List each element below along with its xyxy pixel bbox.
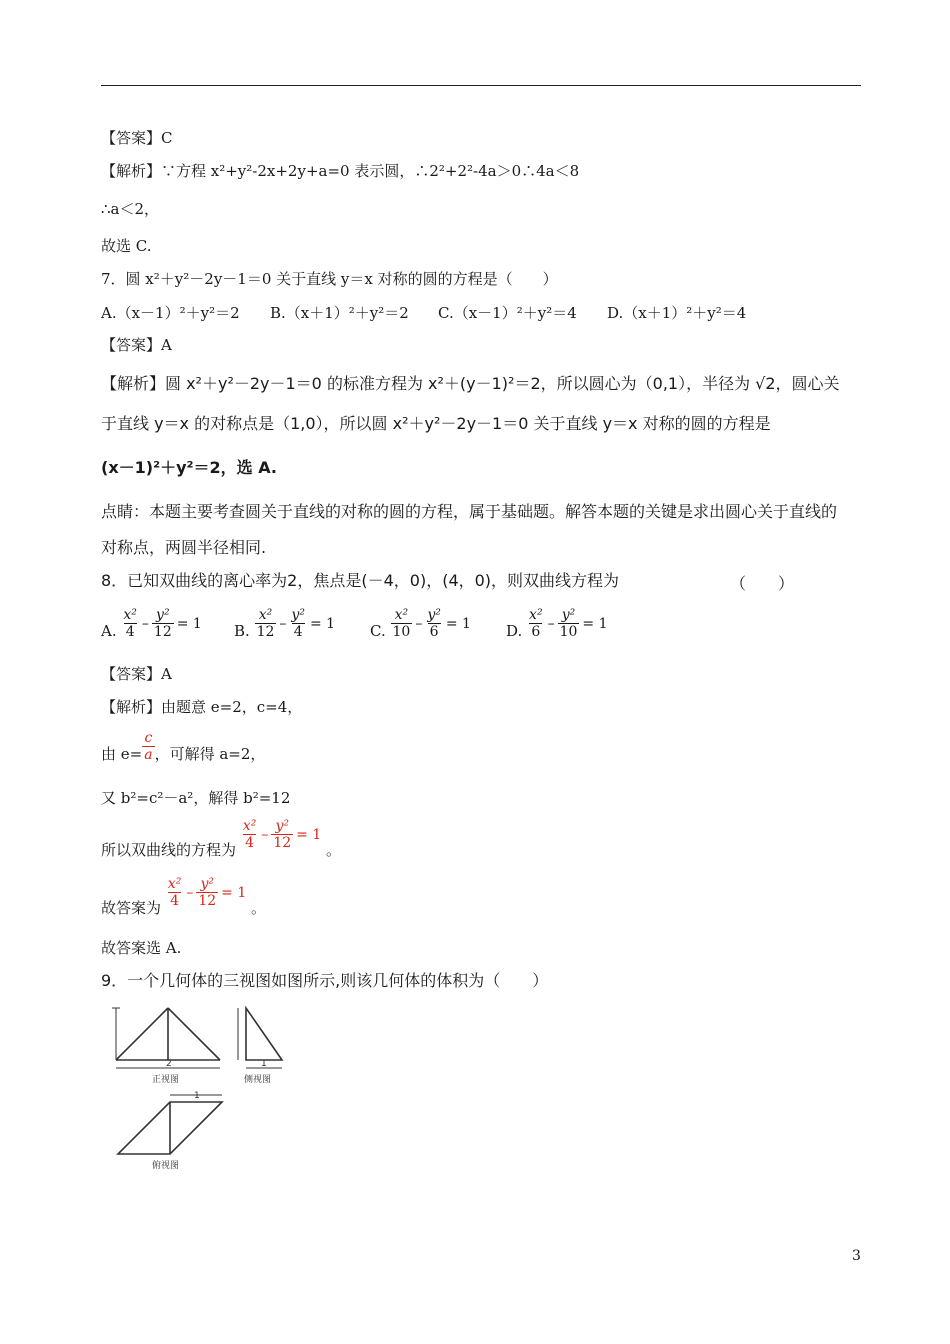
q7-option-a: A.（x－1）²＋y²＝2 — [101, 304, 240, 322]
q7-answer: 【答案】A — [101, 336, 172, 354]
q7-analysis-1: 【解析】圆 x²＋y²－2y－1＝0 的标准方程为 x²＋(y－1)²＝2，所以圆心为（0,1），半径为 √2，圆心关 — [101, 374, 840, 393]
q8-analysis-3: 又 b²=c²－a²，解得 b²=12 — [101, 789, 291, 807]
q8-result-formula: $\frac{\text{x²}}{4}$ – $\frac{\text{y²}}{12}$ = 1 — [242, 818, 322, 851]
q8-analysis-4: 所以双曲线的方程为 $\frac{\text{x²}}{4}$ – $\frac{\text{y²}}{12}$ = 1 。 — [101, 818, 342, 859]
q8-option-a-letter: A. — [101, 622, 117, 640]
q8-analysis-1: 【解析】由题意 e=2，c=4， — [101, 698, 303, 716]
q8-option-c — [370, 600, 471, 640]
page-number: 3 — [852, 1248, 861, 1264]
q8-option-b-letter: B. — [234, 622, 250, 640]
side-view-label: 侧视图 — [244, 1075, 272, 1085]
top-width-label: 1 — [194, 1091, 200, 1101]
q8-analysis-6: 故答案选 A. — [101, 939, 182, 957]
q7-comment-1: 点睛：本题主要考查圆关于直线的对称的圆的方程，属于基础题。解答本题的关键是求出圆心关于直线的 — [101, 502, 838, 521]
q7-option-d: D.（x＋1）²＋y²＝4 — [607, 304, 747, 322]
q7-option-b: B.（x＋1）²＋y²＝2 — [270, 304, 409, 322]
q8-answer-paren: （ ） — [730, 574, 795, 593]
q8-option-c-letter: C. — [370, 622, 386, 640]
front-view-label: 正视图 — [152, 1075, 180, 1085]
top-view-label: 俯视图 — [152, 1161, 180, 1171]
q8-answer: 【答案】A — [101, 665, 172, 683]
q8-option-d — [506, 600, 607, 640]
q8-analysis-5: 故答案为 $\frac{\text{x²}}{4}$ – $\frac{\text{y²}}{12}$ = 1 。 — [101, 876, 267, 917]
q8-option-b — [234, 600, 335, 640]
q9-stem: 9．一个几何体的三视图如图所示,则该几何体的体积为（ ） — [101, 971, 549, 990]
q7-comment-2: 对称点，两圆半径相同. — [101, 538, 267, 557]
q8-option-a — [101, 600, 202, 640]
q7-option-c: C.（x－1）²＋y²＝4 — [438, 304, 577, 322]
q8-option-d-letter: D. — [506, 622, 523, 640]
q7-analysis-2: 于直线 y＝x 的对称点是（1,0），所以圆 x²＋y²－2y－1＝0 关于直线 y＝x 对称的圆的方程是 — [101, 414, 771, 433]
q6-analysis-2: ∴a＜2， — [101, 200, 160, 218]
q8-analysis-2: 由 e= $\frac{c}{a}$ ，可解得 a=2， — [101, 730, 266, 763]
q8-answer-formula: $\frac{\text{x²}}{4}$ – $\frac{\text{y²}}{12}$ = 1 — [167, 876, 247, 909]
q6-analysis-1: 【解析】∵方程 x²+y²-2x+2y+a=0 表示圆，∴2²+2²-4a＞0∴4a＜8 — [101, 162, 580, 180]
q6-analysis-3: 故选 C. — [101, 237, 152, 255]
three-view-figure — [104, 998, 334, 1174]
q7-stem: 7．圆 x²＋y²－2y－1＝0 关于直线 y＝x 对称的圆的方程是（ ） — [101, 270, 558, 288]
q8-option-a-formula: $\frac{\text{x²}}{4}$ – $\frac{\text{y²}}{12}$ = 1 — [123, 607, 202, 640]
q8-option-c-formula: $\frac{\text{x²}}{10}$ – $\frac{\text{y²}}{6}$ = 1 — [392, 607, 471, 640]
q8-stem: 8．已知双曲线的离心率为2，焦点是(－4，0)，(4，0)，则双曲线方程为 — [101, 571, 620, 590]
q8-option-b-formula: $\frac{\text{x²}}{12}$ – $\frac{\text{y²}}{4}$ = 1 — [256, 607, 336, 640]
header-rule — [101, 85, 861, 86]
q6-answer: 【答案】C — [101, 129, 173, 147]
side-width-label: 1 — [261, 1059, 267, 1069]
front-width-label: 2 — [166, 1059, 172, 1069]
q8-option-d-formula: $\frac{\text{x²}}{6}$ – $\frac{\text{y²}}{10}$ = 1 — [529, 607, 608, 640]
q7-analysis-3: (x－1)²＋y²＝2，选 A. — [101, 458, 277, 477]
